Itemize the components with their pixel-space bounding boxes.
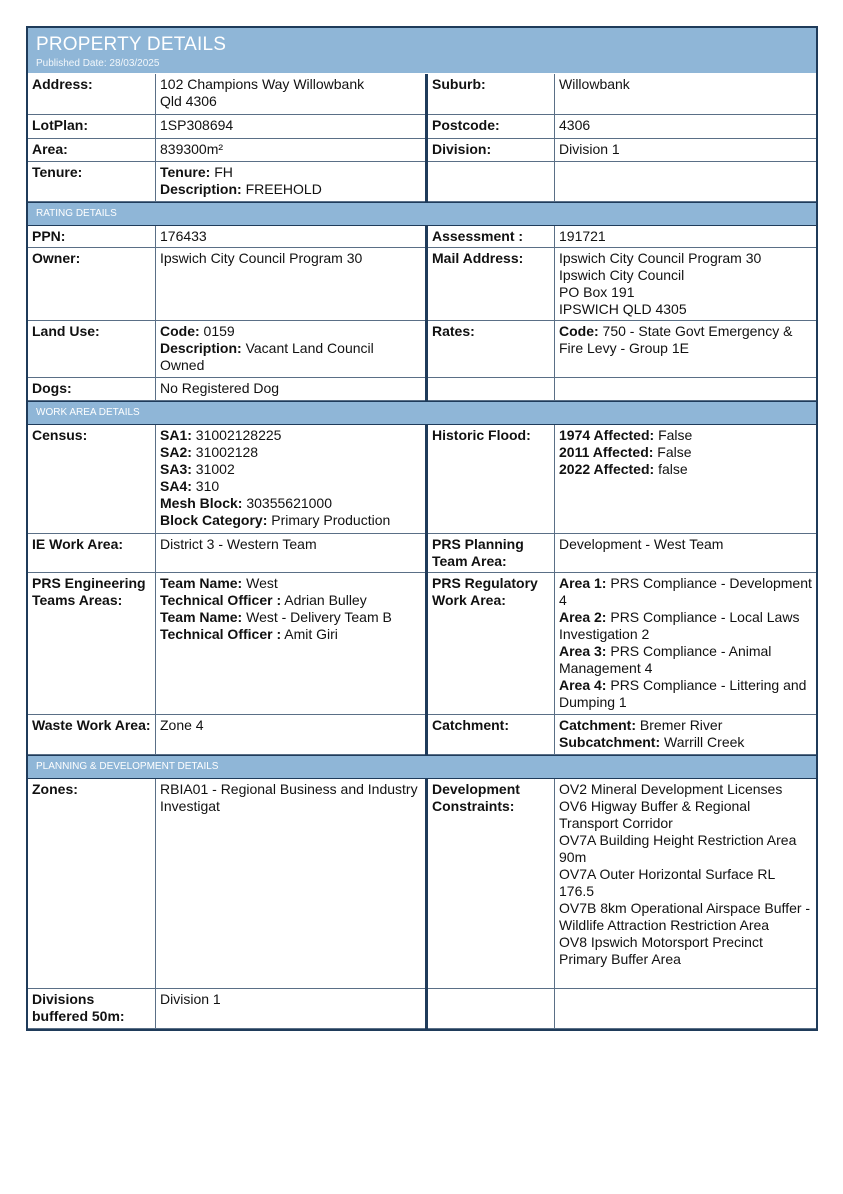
waste-work-area-value: Zone 4 (156, 714, 427, 754)
published-date: Published Date: 28/03/2025 (36, 58, 160, 69)
rates-label: Rates: (427, 321, 555, 378)
table-row (28, 572, 816, 714)
waste-work-area-label: Waste Work Area: (28, 714, 156, 754)
ie-work-area-label: IE Work Area: (28, 533, 156, 572)
table-row (28, 425, 816, 533)
zones-value: RBIA01 - Regional Business and Industry Investigat (156, 779, 427, 989)
mail-address-label: Mail Address: (427, 248, 555, 321)
prs-regulatory-label: PRS Regulatory Work Area: (427, 572, 555, 714)
lotplan-value: 1SP308694 (156, 114, 427, 138)
development-constraints-label: Development Constraints: (427, 779, 555, 989)
table-row (28, 533, 816, 572)
census-label: Census: (28, 425, 156, 533)
land-use-label: Land Use: (28, 321, 156, 378)
catchment-label: Catchment: (427, 714, 555, 754)
catchment-value: Catchment: Bremer River Subcatchment: Warrill Creek (555, 714, 817, 754)
address-label: Address: (28, 74, 156, 114)
prs-engineering-value: Team Name: West Technical Officer : Adrian Bulley Team Name: West - Delivery Team B Technical Officer : Amit Giri (156, 572, 427, 714)
ppn-label: PPN: (28, 226, 156, 248)
rating-section-header: RATING DETAILS (28, 202, 816, 226)
table-row (28, 226, 816, 248)
area-label: Area: (28, 138, 156, 161)
lotplan-label: LotPlan: (28, 114, 156, 138)
planning-section-header: PLANNING & DEVELOPMENT DETAILS (28, 755, 816, 779)
prs-engineering-label: PRS Engineering Teams Areas: (28, 572, 156, 714)
postcode-label: Postcode: (427, 114, 555, 138)
work-area-section-header: WORK AREA DETAILS (28, 401, 816, 425)
tenure-value: Tenure: FH Description: FREEHOLD (156, 161, 427, 201)
division-label: Division: (427, 138, 555, 161)
table-row (28, 161, 816, 201)
suburb-label: Suburb: (427, 74, 555, 114)
property-details-report (26, 26, 818, 1031)
property-table (28, 74, 816, 202)
divisions-buffered-value: Division 1 (156, 989, 427, 1029)
assessment-value: 191721 (555, 226, 817, 248)
historic-flood-label: Historic Flood: (427, 425, 555, 533)
empty-cell (427, 161, 555, 201)
development-constraints-value: OV2 Mineral Development Licenses OV6 Higway Buffer & Regional Transport Corridor OV7A Building Height Restriction Area 90m OV7A Outer Horizontal Surface RL 176.5 OV7B 8km Operational Airspace Buffer - Wildlife Attraction Restriction Area OV8 Ipswich Motorsport Precinct Primary Buffer Area (555, 779, 817, 989)
empty-cell (555, 161, 817, 201)
report-title: PROPERTY DETAILS (36, 34, 227, 55)
empty-cell (555, 989, 817, 1029)
empty-cell (427, 378, 555, 401)
table-row (28, 321, 816, 378)
address-value: 102 Champions Way Willowbank Qld 4306 (156, 74, 427, 114)
owner-label: Owner: (28, 248, 156, 321)
table-row (28, 114, 816, 138)
area-value: 839300m² (156, 138, 427, 161)
table-row (28, 138, 816, 161)
assessment-label: Assessment : (427, 226, 555, 248)
table-row (28, 714, 816, 754)
prs-regulatory-value: Area 1: PRS Compliance - Development 4 Area 2: PRS Compliance - Local Laws Investigation 2 Area 3: PRS Compliance - Animal Management 4 Area 4: PRS Compliance - Littering and Dumping 1 (555, 572, 817, 714)
table-row (28, 378, 816, 401)
historic-flood-value: 1974 Affected: False 2011 Affected: False 2022 Affected: false (555, 425, 817, 533)
zones-label: Zones: (28, 779, 156, 989)
prs-planning-label: PRS Planning Team Area: (427, 533, 555, 572)
dogs-label: Dogs: (28, 378, 156, 401)
suburb-value: Willowbank (555, 74, 817, 114)
table-row (28, 779, 816, 989)
table-row (28, 74, 816, 114)
divisions-buffered-label: Divisions buffered 50m: (28, 989, 156, 1029)
ie-work-area-value: District 3 - Western Team (156, 533, 427, 572)
ppn-value: 176433 (156, 226, 427, 248)
table-row (28, 248, 816, 321)
postcode-value: 4306 (555, 114, 817, 138)
dogs-value: No Registered Dog (156, 378, 427, 401)
planning-table (28, 779, 816, 1030)
division-value: Division 1 (555, 138, 817, 161)
prs-planning-value: Development - West Team (555, 533, 817, 572)
tenure-label: Tenure: (28, 161, 156, 201)
rates-value: Code: 750 - State Govt Emergency & Fire Levy - Group 1E (555, 321, 817, 378)
census-value: SA1: 31002128225 SA2: 31002128 SA3: 31002 SA4: 310 Mesh Block: 30355621000 Block Category: Primary Production (156, 425, 427, 533)
work-area-table (28, 425, 816, 755)
land-use-value: Code: 0159 Description: Vacant Land Council Owned (156, 321, 427, 378)
empty-cell (555, 378, 817, 401)
table-row (28, 989, 816, 1029)
report-header (28, 28, 816, 74)
mail-address-value: Ipswich City Council Program 30 Ipswich City Council PO Box 191 IPSWICH QLD 4305 (555, 248, 817, 321)
empty-cell (427, 989, 555, 1029)
owner-value: Ipswich City Council Program 30 (156, 248, 427, 321)
rating-table (28, 226, 816, 402)
